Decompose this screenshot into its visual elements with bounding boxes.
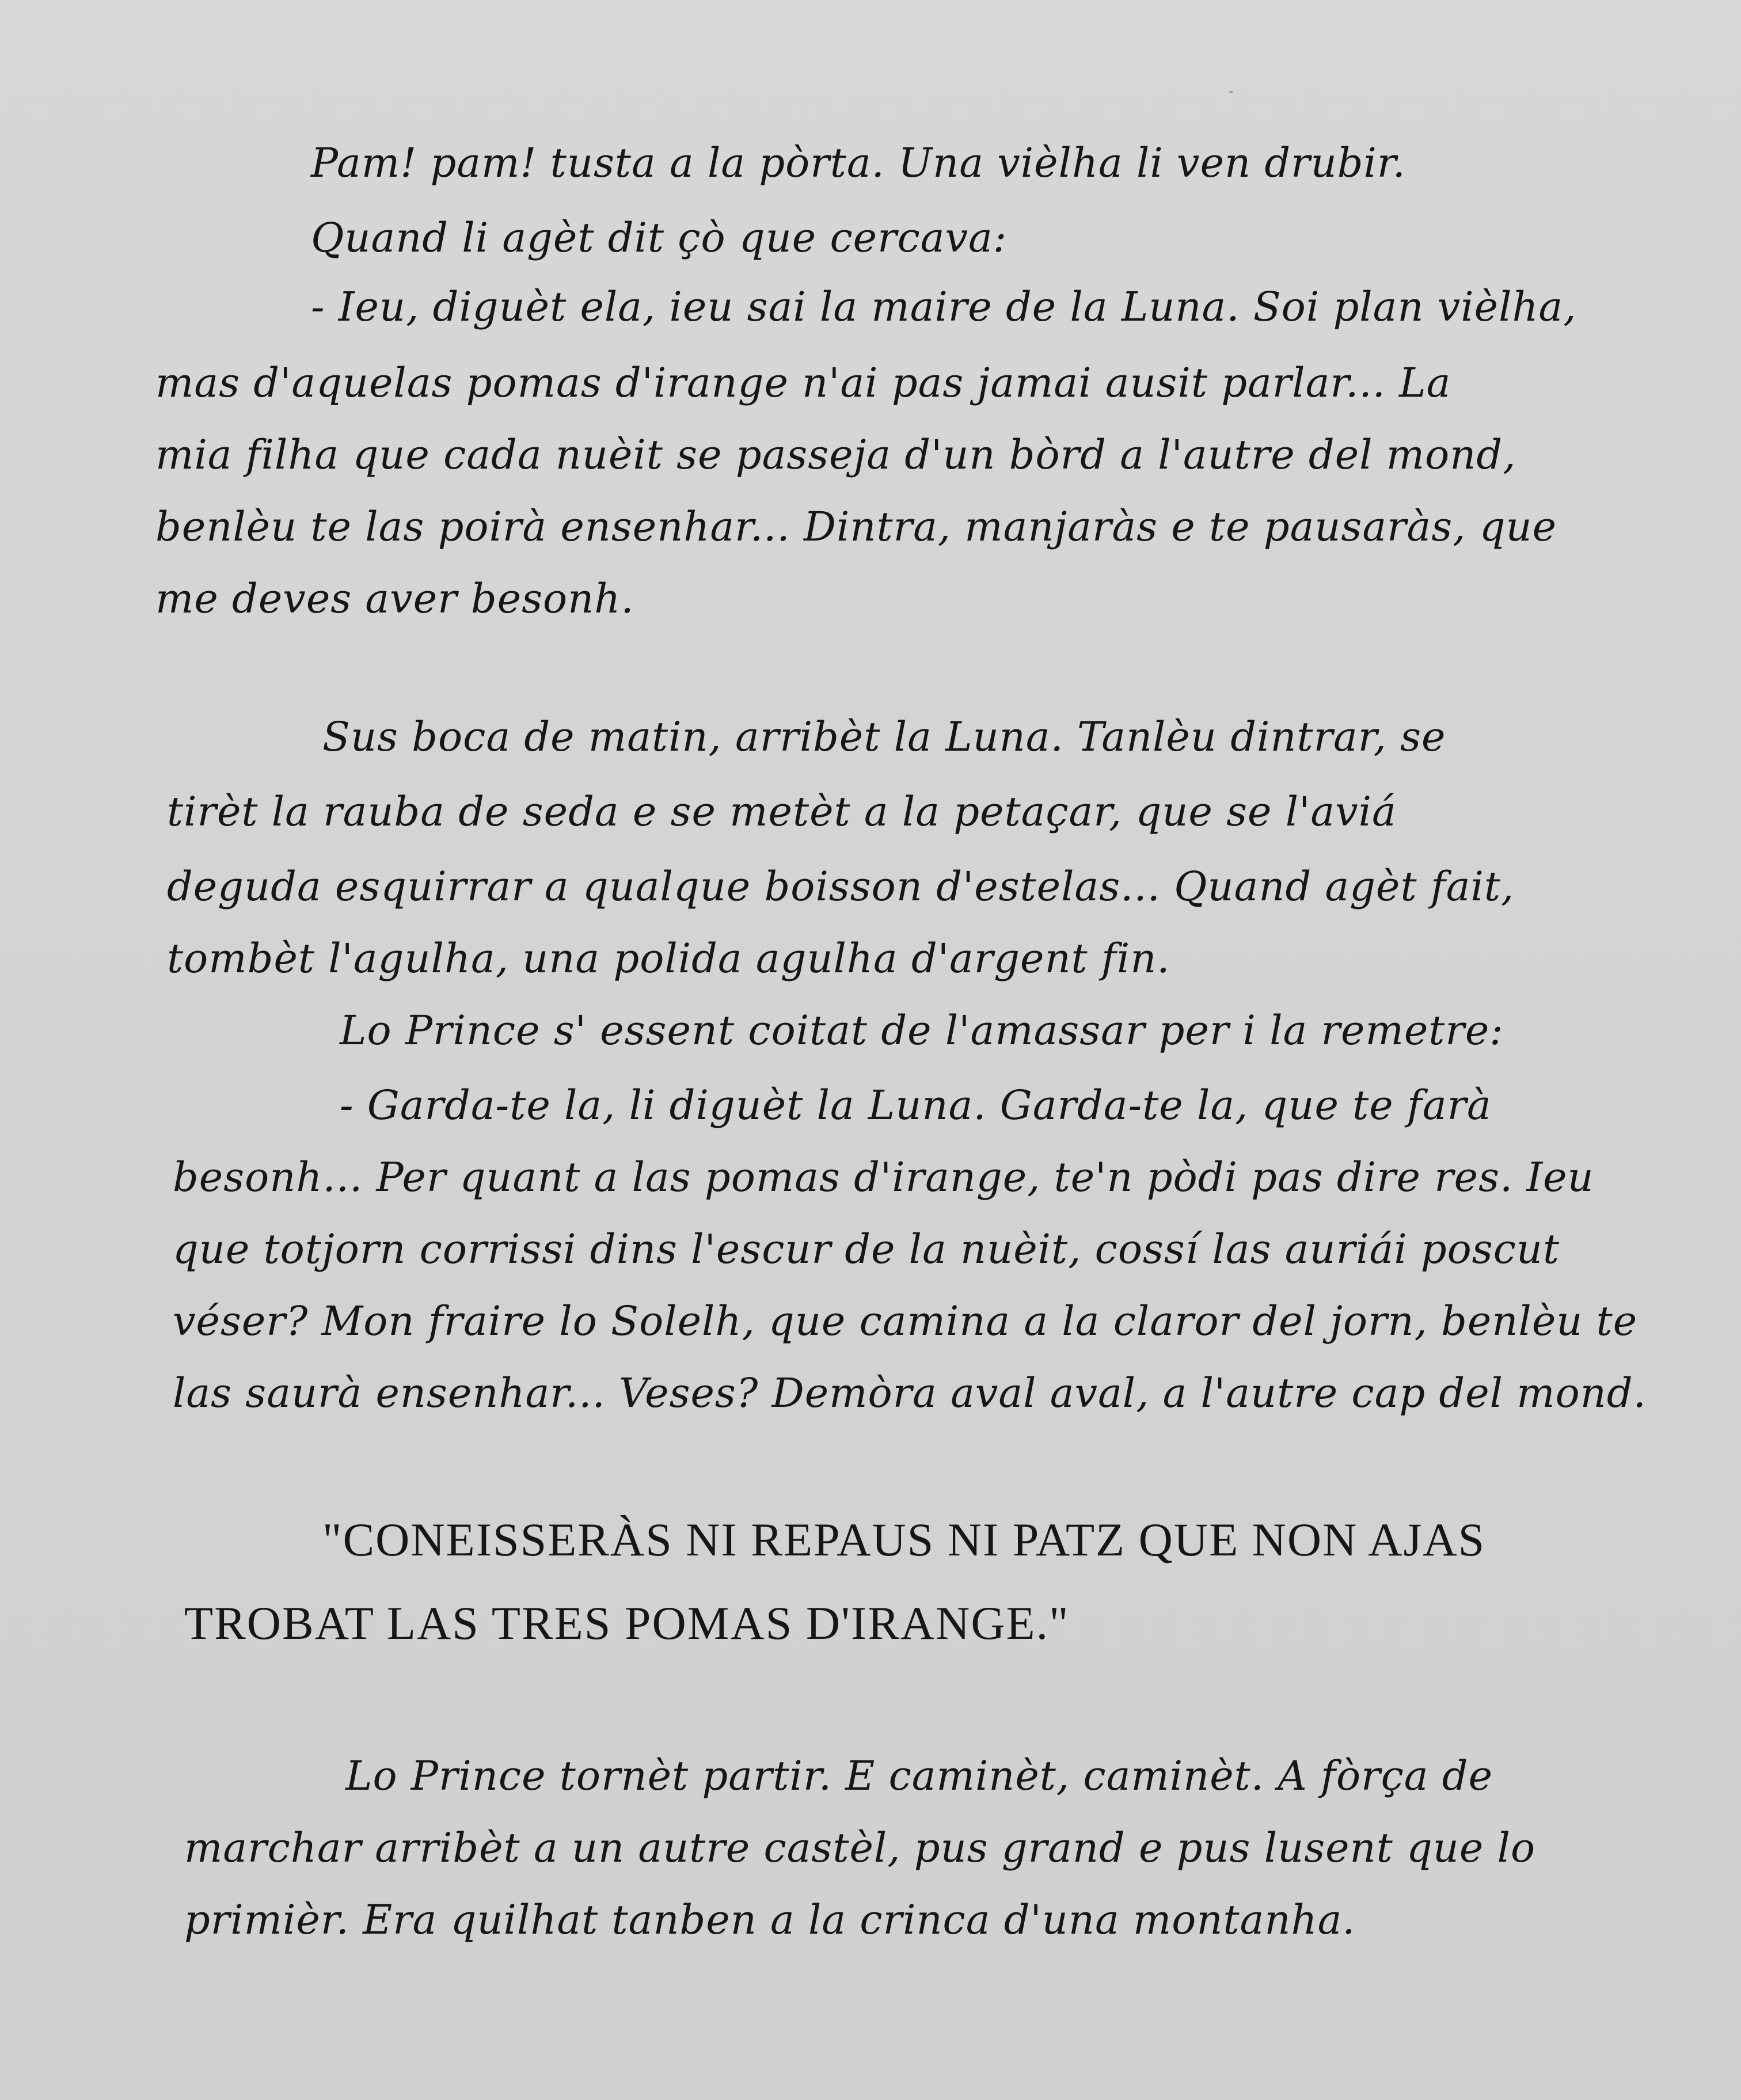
- text-line: Pam! pam! tusta a la pòrta. Una vièlha li ven drubir.: [311, 139, 1406, 187]
- text-line: Lo Prince tornèt partir. E caminèt, caminèt. A fòrça de: [345, 1752, 1493, 1800]
- text-line: me deves aver besonh.: [155, 575, 634, 622]
- text-line: mas d'aquelas pomas d'irange n'ai pas jamai ausit parlar... La: [155, 359, 1451, 406]
- text-line: - Ieu, diguèt ela, ieu sai la maire de la Luna. Soi plan vièlha,: [311, 283, 1577, 330]
- text-line: mia filha que cada nuèit se passeja d'un bòrd a l'autre del mond,: [155, 431, 1516, 478]
- quote-line: "CONEISSERÀS NI REPAUS NI PATZ QUE NON AJAS: [322, 1513, 1486, 1566]
- text-line: besonh... Per quant a las pomas d'irange, te'n pòdi pas dire res. Ieu: [173, 1154, 1594, 1201]
- text-line: Sus boca de matin, arribèt la Luna. Tanlèu dintrar, se: [322, 713, 1446, 760]
- text-line: deguda esquirrar a qualque boisson d'estelas... Quand agèt fait,: [167, 863, 1515, 910]
- text-line: Lo Prince s' essent coitat de l'amassar per i la remetre:: [340, 1007, 1504, 1054]
- text-line: tirèt la rauba de seda e se metèt a la petaçar, que se l'aviá: [167, 788, 1397, 835]
- text-line: las saurà ensenhar... Veses? Demòra aval aval, a l'autre cap del mond.: [173, 1369, 1647, 1417]
- quote-line: TROBAT LAS TRES POMAS D'IRANGE.": [184, 1597, 1070, 1649]
- text-line: véser? Mon fraire lo Solelh, que camina a la claror del jorn, benlèu te: [173, 1298, 1638, 1345]
- text-line: benlèu te las poirà ensenhar... Dintra, manjaràs e te pausaràs, que: [155, 503, 1557, 550]
- text-line: Quand li agèt dit çò que cercava:: [311, 214, 1008, 261]
- paper-speck: [1229, 91, 1233, 93]
- text-line: tombèt l'agulha, una polida agulha d'argent fin.: [167, 935, 1170, 982]
- text-line: - Garda-te la, li diguèt la Luna. Garda-te la, que te farà: [340, 1082, 1492, 1129]
- text-line: marchar arribèt a un autre castèl, pus grand e pus lusent que lo: [184, 1824, 1536, 1871]
- text-line: que totjorn corrissi dins l'escur de la nuèit, cossí las auriái poscut: [173, 1226, 1560, 1273]
- text-line: primièr. Era quilhat tanben a la crinca d'una montanha.: [184, 1896, 1356, 1943]
